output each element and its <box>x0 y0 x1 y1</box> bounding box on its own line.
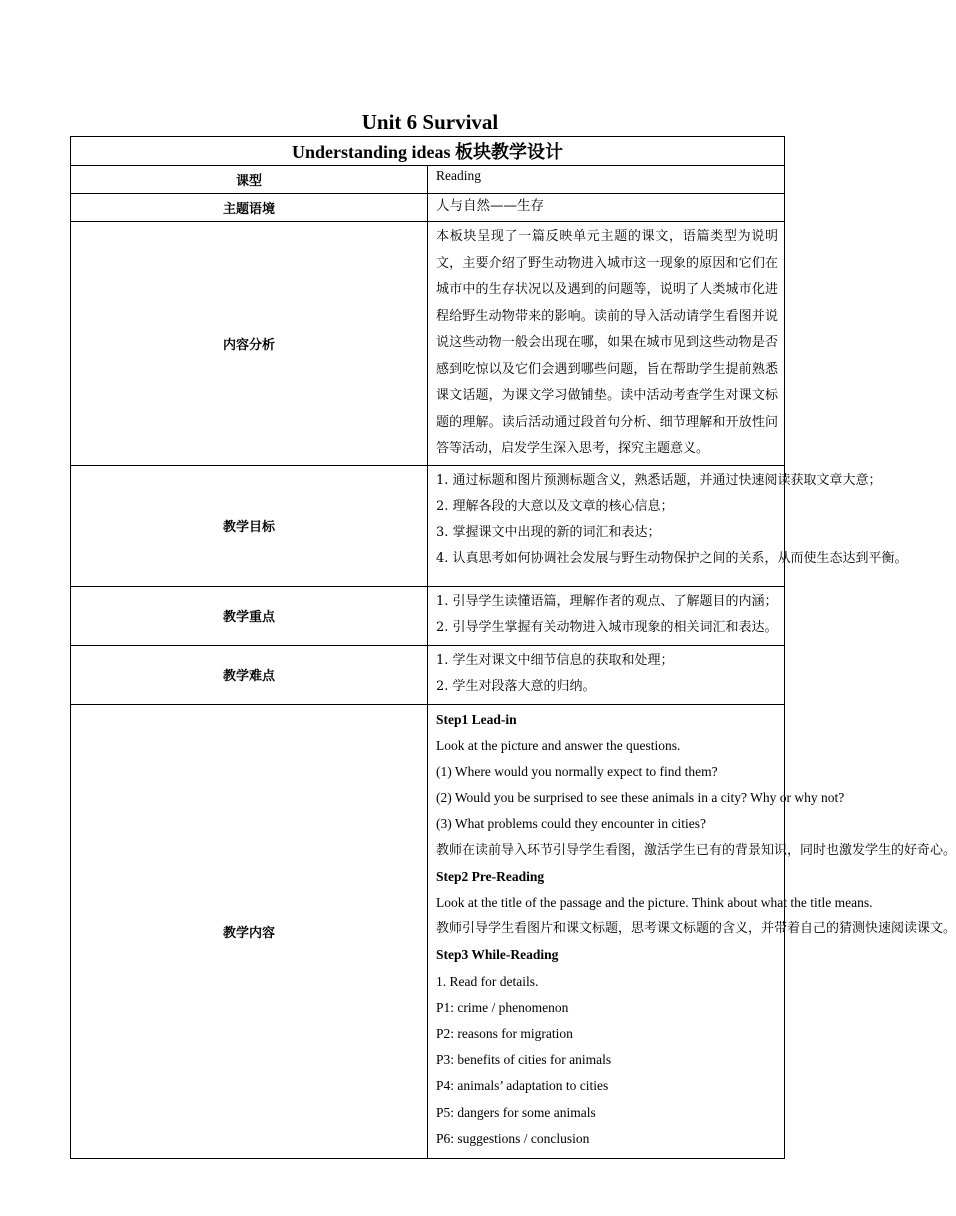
objectives-cell <box>428 465 908 586</box>
objective-item: 4. 认真思考如何协调社会发展与野生动物保护之间的关系，从而使生态达到平衡。 <box>436 551 908 567</box>
theme-value: 人与自然——生存 <box>428 194 785 222</box>
paragraph-summary-item: P2: reasons for migration <box>436 1025 573 1041</box>
difficulties-label: 教学难点 <box>71 645 428 704</box>
step1-intro: Look at the picture and answer the questions. <box>436 737 681 753</box>
lesson-type-value: Reading <box>428 166 785 194</box>
table-header-row <box>71 137 785 166</box>
step2-heading: Step2 Pre-Reading <box>436 868 545 884</box>
content-analysis-cell <box>428 222 785 466</box>
row-teaching-content <box>71 704 785 1158</box>
question-item: (3) What problems could they encounter in cities? <box>436 816 707 832</box>
row-content-analysis <box>71 222 785 466</box>
key-points-label: 教学重点 <box>71 586 428 645</box>
objective-item: 2. 理解各段的大意以及文章的核心信息； <box>436 498 674 514</box>
question-item: (1) Where would you normally expect to find them? <box>436 763 718 779</box>
difficulties-cell <box>428 645 785 704</box>
step2-intro: Look at the title of the passage and the picture. Think about what the title means. <box>436 894 873 910</box>
row-difficulties <box>71 645 785 704</box>
step1-note: 教师在读前导入环节引导学生看图，激活学生已有的背景知识，同时也激发学生的好奇心。 <box>436 842 956 858</box>
step3-intro: 1. Read for details. <box>436 973 539 989</box>
key-point-item: 2. 引导学生掌握有关动物进入城市现象的相关词汇和表达。 <box>436 619 778 635</box>
lesson-plan-table <box>70 136 956 1159</box>
paragraph-summary-item: P3: benefits of cities for animals <box>436 1052 612 1068</box>
document-title: Unit 6 Survival <box>361 110 499 134</box>
objective-item: 3. 掌握课文中出现的新的词汇和表达； <box>436 524 661 540</box>
objective-item: 1. 通过标题和图片预测标题含义，熟悉话题，并通过快速阅读获取文章大意； <box>436 472 882 488</box>
step3-heading: Step3 While-Reading <box>436 947 559 963</box>
key-points-cell <box>428 586 785 645</box>
paragraph-summary-item: P4: animals’ adaptation to cities <box>436 1078 609 1094</box>
step1-heading: Step1 Lead-in <box>436 711 517 727</box>
content-analysis-label: 内容分析 <box>71 222 428 466</box>
teaching-content-label: 教学内容 <box>71 704 428 1158</box>
content-analysis-text: 本板块呈现了一篇反映单元主题的课文，语篇类型为说明文，主要介绍了野生动物进入城市这一现象的原因和它们在城市中的生存状况以及遇到的问题等，说明了人类城市化进程给野生动物带来的影响。读前的导入活动请学生看图并说说这些动物一般会出现在哪，如果在城市见到这些动物是否感到吃惊以及它们会遇到哪些问题，旨在帮助学生提前熟悉课文话题，为课文学习做铺垫。读中活动考查学生对课文标题的理解。读后活动通过段首句分析、细节理解和开放性问答等活动，启发学生深入思考，探究主题意义。 <box>436 229 778 456</box>
difficulty-item: 2. 学生对段落大意的归纳。 <box>436 678 596 694</box>
question-item: (2) Would you be surprised to see these animals in a city? Why or why not? <box>436 790 845 806</box>
key-point-item: 1. 引导学生读懂语篇，理解作者的观点、了解题目的内涵； <box>436 593 778 609</box>
paragraph-summary-item: P6: suggestions / conclusion <box>436 1130 590 1146</box>
paragraph-summary-item: P5: dangers for some animals <box>436 1104 596 1120</box>
row-objectives <box>71 465 785 586</box>
row-theme <box>71 194 785 222</box>
paragraph-summary-item: P1: crime / phenomenon <box>436 999 569 1015</box>
objectives-label: 教学目标 <box>71 465 428 586</box>
row-lesson-type <box>71 166 785 194</box>
step2-note: 教师引导学生看图片和课文标题，思考课文标题的含义，并带着自己的猜测快速阅读课文。 <box>436 921 956 937</box>
difficulty-item: 1. 学生对课文中细节信息的获取和处理； <box>436 652 674 668</box>
teaching-content-cell <box>428 704 956 1158</box>
table-header: Understanding ideas 板块教学设计 <box>71 137 785 166</box>
row-key-points <box>71 586 785 645</box>
lesson-type-label: 课型 <box>71 166 428 194</box>
theme-label: 主题语境 <box>71 194 428 222</box>
